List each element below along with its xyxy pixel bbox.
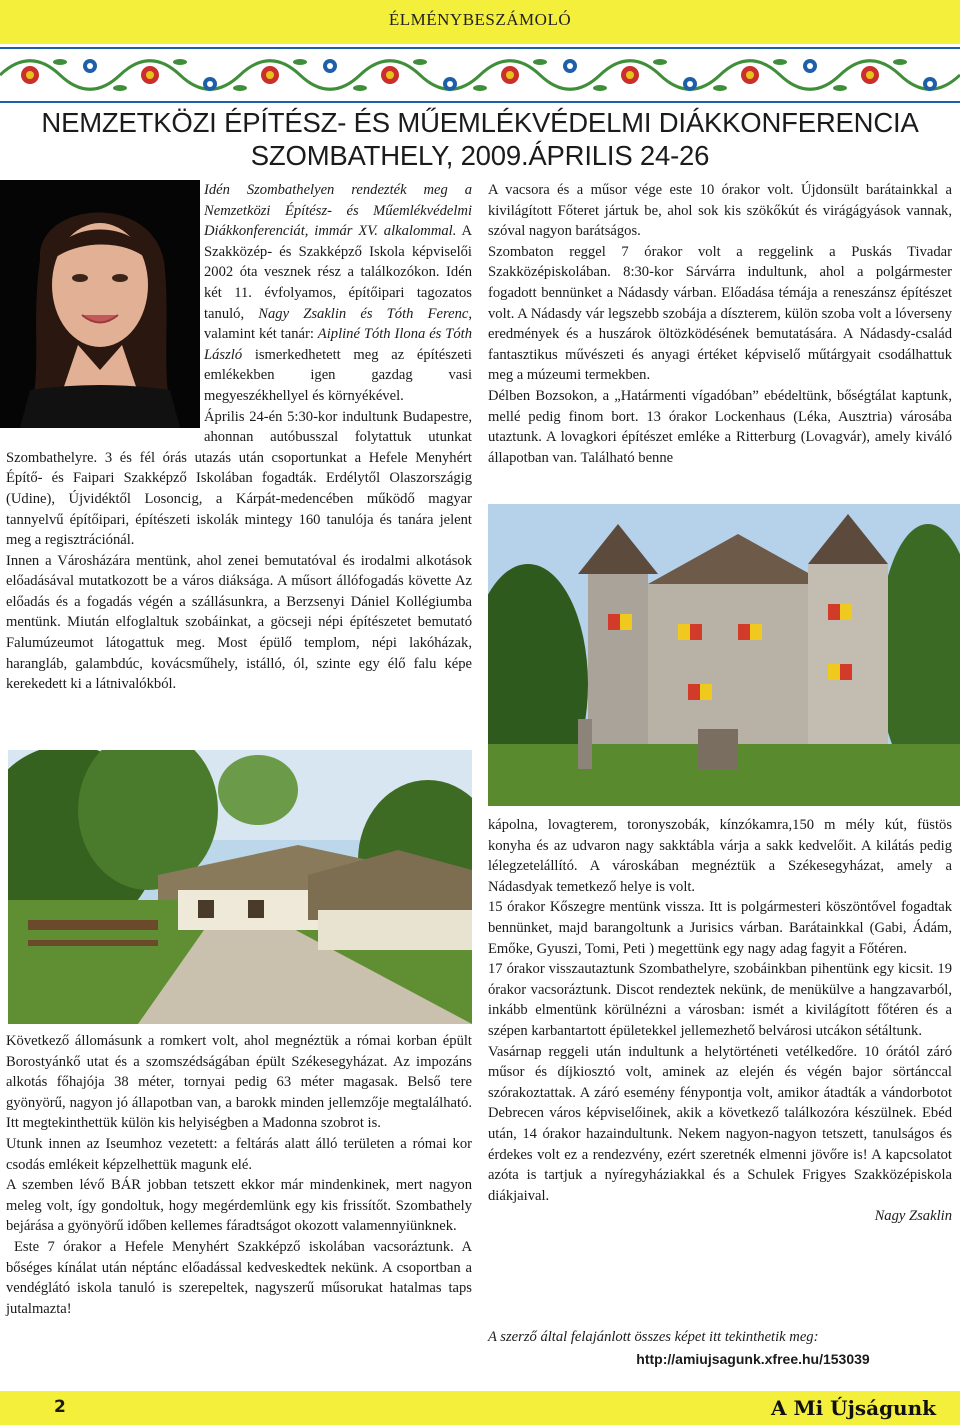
village-museum-photo [8, 750, 472, 1024]
sunday-paragraph: Vasárnap reggeli után indultunk a helytörténeti vetélkedőre. 10 órától záró műsor és díjkiosztó volt, aminek az elején és végén bajor sörtánccal szórakoztattak. A záró esemény fénypontja volt, amikor átadták a vándorbotot Debrecen város képviselőinek, akik a következő találkozóra készülnek. Ebéd után, 14 órakor hazaindultunk. Nekem nagyon-nagyon tetszett, tanulságos és érdekes volt ez a rendezvény, ezért szeretnék elmenni jövőre is! A kapcsolatot azóta is tartjuk a nyíregyháziakkal és a Schulek Frigyes Szakközépiskola diákjaival. [488, 1043, 952, 1204]
magazine-name: A Mi Újságunk [771, 1396, 936, 1420]
folk-ornament-border [0, 44, 960, 106]
intro-text-2: , valamint két tanár: [204, 305, 473, 343]
student-names: Nagy Zsaklin és Tóth Ferenc [258, 305, 469, 322]
header-band [0, 0, 960, 44]
dinner-paragraph: Este 7 órakor a Hefele Menyhért Szakképző iskolában vacsoráztunk. A bőséges kínálat után néptánc előadással kedveskedtek nekünk. A csoportban a vendéglátó iskola tanuló is szerepeltek, nagyszerű műsorukat hatalmas taps jutalmazta! [6, 1238, 472, 1317]
intro-text-1: A Szakközép- és Szakképző Iskola képviselői 2002 óta vesznek rész a találkozókon. Idén két 11. évfolyamos, építőipari tagozatos tanuló, [204, 223, 472, 322]
right-column-top [488, 180, 952, 468]
author-signature: Nagy Zsaklin [874, 1208, 952, 1225]
left-column-top [6, 180, 472, 695]
right-column-bottom [488, 815, 952, 1227]
article-title [0, 106, 960, 172]
saturday-evening-paragraph: 17 órakor visszautaztunk Szombathelyre, szobáinkban pihentünk egy kicsit. 19 órakor vacsoráztunk. Discot rendeztek nekünk, de menükülve a hangzavarból, inkább elmentünk körülnézni a városban: ismét a kivilágított főtéren és a szépen karbantartott épületekkel jellemezhető belvárosi utcákon sétáltunk. [488, 961, 952, 1039]
evening-paragraph: A vacsora és a műsor vége este 10 órakor volt. Újdonsült barátainkkal a kivilágított Főteret jártuk be, ahol sok kis szökőkút és virágágyások vannak, szóval nagyon barátságos. [488, 182, 952, 240]
intro-text-3: ismerkedhetett meg az építészeti emlékekben igen gazdag vasi megyeszékhellyel és környékével. [204, 346, 472, 404]
koszeg-paragraph: 15 órakor Kőszegre mentünk vissza. Itt is polgármesteri köszöntővel fogadtak bennünket, majd barangoltunk a Jurisics várban. Barátainkkal (Gabi, Ádám, Emőke, Gyuszi, Tomi, Peti ) megettünk egy nagy adag fagyit a Főtéren. [488, 899, 952, 957]
title-line-1: NEMZETKÖZI ÉPÍTÉSZ- ÉS MŰEMLÉKVÉDELMI DIÁKKONFERENCIA [41, 107, 919, 138]
teacher-names: Aipliné Tóth Ilona és Tóth László [204, 326, 473, 363]
castle-photo [488, 504, 960, 806]
photo-credit-note: A szerző által felajánlott összes képet itt tekinthetik meg: [488, 1329, 819, 1345]
section-label: ÉLMÉNYBESZÁMOLÓ [388, 10, 572, 29]
iseum-paragraph: Utunk innen az Iseumhoz vezetett: a feltárás alatt álló területen a római kor csodás emlékeit képzelhettük magunk elé. [6, 1135, 472, 1173]
arrival-paragraph: Április 24-én 5:30-kor indultunk Budapestre, ahonnan autóbusszal folytattuk utunkat Szombathelyre. 3 és fél órás utazás után csoportunkat a Hefele Menyhért Építő- és Faipari Szakképző Iskolában fogadták. Erdélytől Olaszországig (Udine), Újvidéktől Losoncig, a Kárpát-medencében működő magyar tannyelvű építőipari, építészeti iskolák mintegy 160 tanulója és tanára jelent meg a regisztrációnál. [6, 408, 472, 549]
left-column-bottom [6, 1031, 472, 1319]
cityhall-paragraph: Innen a Városházára mentünk, ahol zenei bemutatóval és irodalmi alkotások előadásával mutatkozott be a város diáksága. A műsort állófogadás követte Az előadás és a fogadás végén a szállásunkra, a Berzsenyi Dániel Kollégiumba mentünk. Miután elfoglaltuk szobáinkat, a göcseji népi építészetet bemutató Falumúzeumot látogattuk meg. Most épülő templom, népi lakóházak, harangláb, galambdúc, kovácsműhely, istálló, ól, szinte egy élő falu képe kerekedett ki a látnivalókból. [6, 552, 472, 693]
lockenhaus-paragraph: Délben Bozsokon, a „Határmenti vígadóban” ebédeltünk, bőségtálat kaptunk, mellé pedig finom bort. 13 órakor Lockenhaus (Léka, Ausztria) városába utaztunk. A lovagkori építészet emléke a Ritterburg (Lovagvár), amely kiváló állapotban van. Található benne [488, 387, 952, 466]
title-line-2: SZOMBATHELY, 2009.ÁPRILIS 24-26 [250, 140, 710, 171]
sarvar-paragraph: Szombaton reggel 7 órakor volt a reggelink a Puskás Tivadar Szakközépiskolában. 8:30-kor Sárvárra indultunk, ahol a polgármester fogadott bennünket a Nádasdy várban. Előadása témája a reneszánsz építészet volt. A Nádasdy vár legszebb szobája a díszterem, külön szoba volt a lóverseny eredmények és a huszárok öltözködésének bemutatására. A Nádasdy-család fantasztikus művészeti és anyagi értéket képviselő műtárgyait csodálhattuk meg a múzeumi termekben. [488, 243, 952, 384]
footer-band [0, 1391, 960, 1425]
bar-paragraph: A szemben lévő BÁR jobban tetszett ekkor már mindenkinek, mert nagyon meleg volt, így gondoltuk, hogy megérdemlünk egy kis frissítőt. Szombathely bejárása a gyönyörű időben kellemes fáradtságot okozott valamennyiünknek. [6, 1177, 472, 1235]
page-number: 2 [54, 1397, 66, 1417]
intro-sentence: Idén Szombathelyen rendezték meg a Nemzetközi Építész- és Műemlékvédelmi Diákkonferenciát, immár XV. alkalommal. [204, 182, 472, 240]
chapel-paragraph: kápolna, lovagterem, toronyszobák, kínzókamra,150 m mély kút, füstös konyha és az udvaron nagy sakktábla várja a sakk kedvelőit. A kilátás pedig lélegzetelállító. A városkában megnéztük a Székesegyházat, amely a Nádasdyak temetkező helye is volt. [488, 817, 952, 895]
romkert-paragraph: Következő állomásunk a romkert volt, ahol megnéztük a római korban épült Borostyánkő utat és a szomszédságában épült Székesegyházat. Az impozáns alkotás főhajója 38 méter, tornyai pedig 63 méter magasak. Belső tere gyönyörű, nagyon jó állapotban van, a barokk minden jellemzője megtalálható. Itt megtekinthettük külön kis helyiségben a Madonna szobrot is. [6, 1033, 472, 1132]
photo-gallery-link[interactable]: http://amiujsagunk.xfree.hu/153039 [636, 1351, 870, 1367]
